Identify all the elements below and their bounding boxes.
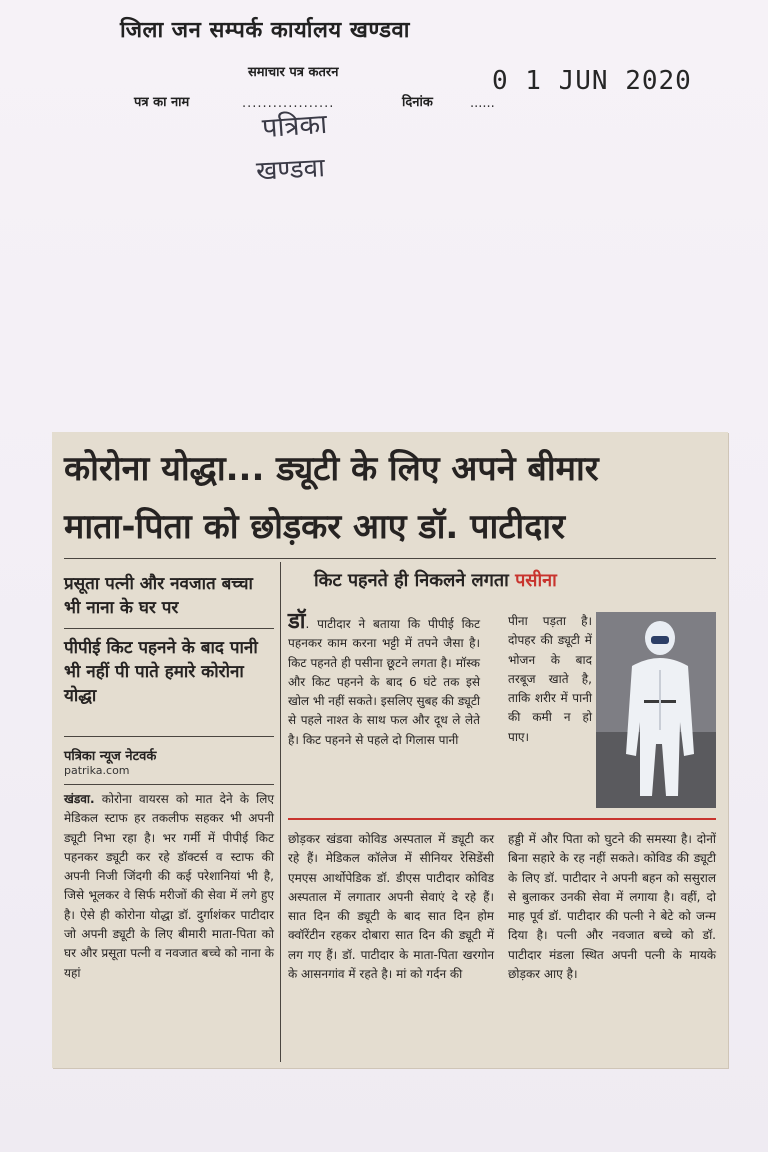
kicker-headline bbox=[314, 568, 557, 592]
side-headline-1: प्रसूता पत्नी और नवजात बच्चा भी नाना के घर पर bbox=[64, 574, 253, 618]
office-name: जिला जन सम्पर्क कार्यालय खण्डवा bbox=[120, 18, 410, 43]
date-dots: ...... bbox=[470, 96, 495, 111]
date-stamp: 0 1 JUN 2020 bbox=[492, 66, 692, 96]
name-dots: .................. bbox=[242, 96, 335, 111]
website-link: patrika.com bbox=[64, 764, 130, 777]
box-body: . पाटीदार ने बताया कि पीपीई किट पहनकर काम करना भट्टी में तपने जैसा है। किट पहनते ही पसीना छूटने लगता है। मॉस्क और किट पहनने के बाद 6 घंटे तक इसे खोल भी नहीं सकते। इसलिए सुबह की ड्यूटी से पहले नाश्त के साथ फल और दूध ले लेते है। किट पहनने से पहले दो गिलास पानी bbox=[288, 617, 480, 747]
side-divider-2 bbox=[64, 736, 274, 737]
box-text bbox=[288, 609, 480, 750]
box-bottom-rule bbox=[288, 818, 716, 820]
drop-cap: डॉ bbox=[288, 609, 306, 634]
handwritten-city: खण्डवा bbox=[255, 153, 326, 187]
dateline: खंडवा. bbox=[64, 792, 95, 806]
ppe-figure-icon bbox=[596, 612, 716, 808]
date-label: दिनांक bbox=[402, 95, 433, 110]
kicker-main: किट पहनते ही निकलने लगता bbox=[314, 570, 516, 591]
kicker-red-word: पसीना bbox=[515, 570, 557, 591]
headline-line-2: माता-पिता को छोड़कर आए डॉ. पाटीदार bbox=[64, 507, 565, 547]
column-1-body: कोरोना वायरस को मात देने के लिए मेडिकल स्टाफ हर तकलीफ सहकर भी अपनी ड्यूटी निभा रहा है। भर गर्मी में पीपीई किट पहनकर ड्यूटी कर रहे डॉक्टर्स व स्टाफ की अपनी निजी जिंदगी की कई परेशानियां भी है, जिसे भूलकर वे सिर्फ मरीजों की सेवा में लगे हुए है। ऐसे ही कोरोना योद्धा डॉ. दुर्गाशंकर पाटीदार जो अपनी ड्यूटी के लिए बीमारी माता-पिता को घर और प्रसूता पत्नी व नवजात बच्चे को नाना के यहां bbox=[64, 792, 274, 980]
column-3-text: हड्डी में और पिता को घुटने की समस्या है। दोनों बिना सहारे के रह नहीं सकते। कोविड की ड्यूटी के लिए डॉ. पाटीदार ने अपनी बहन को ससुराल से बुलाकर उनकी सेवा में लगाया है। वहीं, दो माह पूर्व डॉ. पाटीदार की पत्नी ने बेटे को जन्म दिया है। पत्नी और नवजात बच्चे को डॉ. पाटीदार मंडला स्थित अपनी पत्नी के मायके छोड़कर आए है। bbox=[508, 832, 716, 982]
newspaper-name-label: पत्र का नाम bbox=[134, 95, 190, 110]
doctor-ppe-photo bbox=[596, 612, 716, 808]
headline-divider bbox=[64, 558, 716, 559]
side-headline-2: पीपीई किट पहनने के बाद पानी भी नहीं पी पाते हमारे कोरोना योद्धा bbox=[64, 638, 258, 706]
byline: पत्रिका न्यूज नेटवर्क bbox=[64, 749, 157, 764]
side-divider-1 bbox=[64, 628, 274, 629]
clipping-subtitle: समाचार पत्र कतरन bbox=[248, 65, 339, 80]
box-text-2: पीना पड़ता है। दोपहर की ड्यूटी में भोजन के बाद तरबूज खाते है, ताकि शरीर में पानी की कमी न हो पाए। bbox=[508, 614, 592, 744]
column-separator bbox=[280, 562, 281, 1062]
column-1-text bbox=[64, 790, 274, 983]
headline-line-1: कोरोना योद्धा... ड्यूटी के लिए अपने बीमार bbox=[64, 449, 599, 489]
column-2-text: छोड़कर खंडवा कोविड अस्पताल में ड्यूटी कर रहे हैं। मेडिकल कॉलेज में सीनियर रेसिडेंसी एमएस आर्थोपेडिक डॉ. डीएस पाटीदार कोविड अस्पताल में लगातार अपनी सेवाएं दे रहे हैं। सात दिन की ड्यूटी के बाद सात दिन होम क्वॉरेंटीन रहकर दोबारा सात दिन की ड्यूटी में लग गए हैं। डॉ. पाटीदार के माता-पिता खरगोन के आसनगांव में रहते है। मां को गर्दन की bbox=[288, 832, 494, 982]
byline-divider bbox=[64, 784, 274, 785]
newspaper-clipping bbox=[52, 432, 728, 1068]
handwritten-newspaper-name: पत्रिका bbox=[261, 108, 329, 145]
